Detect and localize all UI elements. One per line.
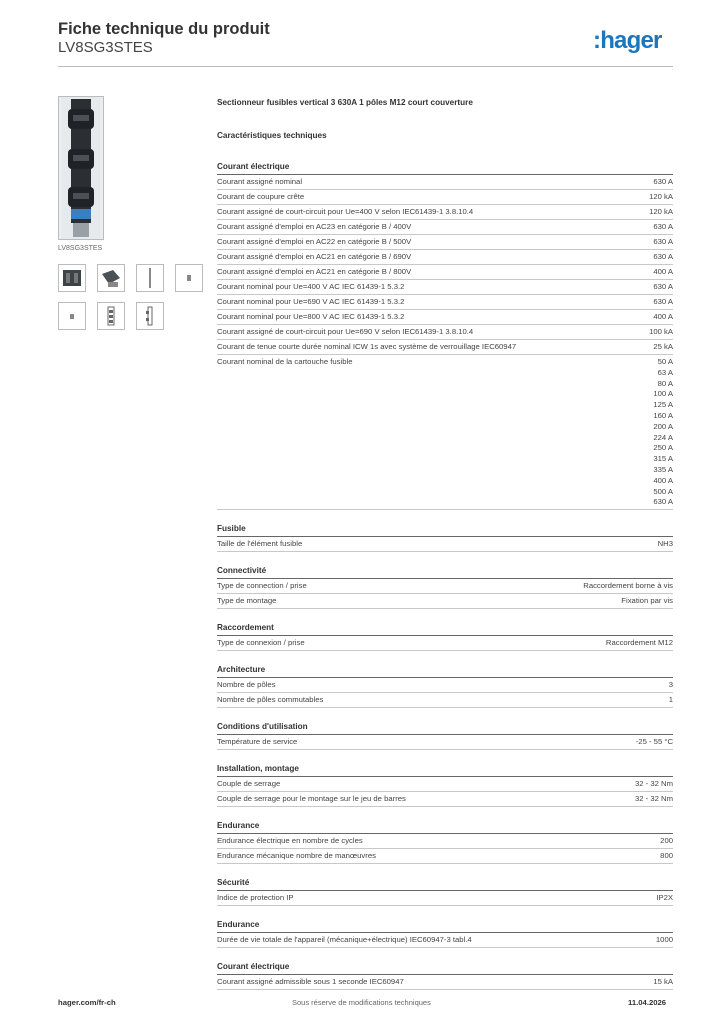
spec-row xyxy=(217,792,673,807)
spec-row xyxy=(217,205,673,220)
spec-value-item: 335 A xyxy=(653,464,673,474)
spec-label: Courant assigné d'emploi en AC21 en catégorie B / 690V xyxy=(217,252,412,261)
spec-label: Courant nominal pour Ue=400 V AC IEC 61439-1 5.3.2 xyxy=(217,282,405,291)
spec-sections xyxy=(217,160,673,990)
spec-row xyxy=(217,340,673,355)
spec-label: Taille de l'élément fusible xyxy=(217,539,303,549)
spec-section xyxy=(217,876,673,906)
spec-label: Couple de serrage pour le montage sur le jeu de barres xyxy=(217,794,406,804)
spec-value: 15 kA xyxy=(653,977,673,987)
spec-value: Raccordement borne à vis xyxy=(583,581,673,591)
spec-label: Endurance mécanique nombre de manœuvres xyxy=(217,851,376,861)
spec-row xyxy=(217,636,673,651)
spec-row xyxy=(217,280,673,295)
spec-label: Température de service xyxy=(217,737,298,747)
spec-row xyxy=(217,678,673,693)
fuse-switch-drawing xyxy=(59,97,103,239)
footer-website[interactable]: hager.com/fr-ch xyxy=(58,998,116,1007)
spec-row xyxy=(217,310,673,325)
spec-row xyxy=(217,849,673,864)
spec-value: 200 xyxy=(660,836,673,846)
image-caption: LV8SG3STES xyxy=(58,245,103,252)
spec-row xyxy=(217,235,673,250)
spec-value: 630 A xyxy=(653,177,673,186)
spec-value-item: 80 A xyxy=(657,378,673,388)
header-divider xyxy=(58,66,673,67)
spec-label: Courant nominal pour Ue=800 V AC IEC 61439-1 5.3.2 xyxy=(217,312,405,321)
spec-label: Type de connection / prise xyxy=(217,581,307,591)
spec-section xyxy=(217,522,673,552)
spec-label: Type de connexion / prise xyxy=(217,638,305,648)
spec-value: 1000 xyxy=(655,935,673,945)
spec-label: Courant assigné admissible sous 1 seconde IEC60947 xyxy=(217,977,404,987)
hager-logo[interactable]: :hager xyxy=(593,27,662,54)
thumb-product-angle-icon xyxy=(99,266,123,290)
document-title: Sectionneur fusibles vertical 3 630A 1 pôles M12 court couverture xyxy=(217,98,473,107)
spec-value-item: 200 A xyxy=(653,421,673,431)
specs-heading: Caractéristiques techniques xyxy=(217,131,327,140)
thumbnail-6[interactable] xyxy=(97,302,125,330)
section-title: Fusible xyxy=(217,522,673,537)
spec-label: Nombre de pôles commutables xyxy=(217,695,324,705)
section-title: Installation, montage xyxy=(217,762,673,777)
spec-section xyxy=(217,918,673,948)
spec-value: 100 kA xyxy=(649,327,673,336)
thumb-profile-drawing-icon xyxy=(138,304,162,328)
spec-value-item: 250 A xyxy=(653,443,673,453)
spec-value: 1 xyxy=(668,695,673,705)
spec-row xyxy=(217,250,673,265)
spec-value: 630 A xyxy=(653,252,673,261)
spec-label: Courant assigné de court-circuit pour Ue=400 V selon IEC61439-1 3.8.10.4 xyxy=(217,207,474,216)
product-image[interactable] xyxy=(58,96,104,240)
spec-row xyxy=(217,175,673,190)
spec-section xyxy=(217,564,673,609)
spec-row xyxy=(217,891,673,906)
product-reference: LV8SG3STES xyxy=(58,39,153,56)
spec-label: Courant de coupure crête xyxy=(217,192,305,201)
spec-row xyxy=(217,265,673,280)
spec-value-item: 125 A xyxy=(653,400,673,410)
spec-value: 120 kA xyxy=(649,207,673,216)
spec-row xyxy=(217,933,673,948)
spec-row xyxy=(217,325,673,340)
spec-value: 120 kA xyxy=(649,192,673,201)
spec-value: 32 - 32 Nm xyxy=(634,779,673,789)
thumb-side-drawing-icon xyxy=(138,266,162,290)
spec-content xyxy=(217,96,673,990)
spec-value-item: 100 A xyxy=(653,389,673,399)
spec-label: Courant assigné nominal xyxy=(217,177,303,186)
spec-row xyxy=(217,693,673,708)
spec-label: Courant nominal pour Ue=690 V AC IEC 61439-1 5.3.2 xyxy=(217,297,405,306)
section-title: Sécurité xyxy=(217,876,673,891)
spec-value: 630 A xyxy=(653,282,673,291)
spec-label: Courant assigné d'emploi en AC21 en catégorie B / 800V xyxy=(217,267,412,276)
spec-value: 400 A xyxy=(653,312,673,321)
spec-label: Courant nominal de la cartouche fusible xyxy=(217,357,353,366)
spec-value: 630 A xyxy=(653,297,673,306)
spec-value: 800 xyxy=(660,851,673,861)
thumbnail-4[interactable] xyxy=(175,264,203,292)
spec-row xyxy=(217,777,673,792)
spec-section xyxy=(217,160,673,510)
spec-value-item: 630 A xyxy=(653,497,673,507)
section-title: Architecture xyxy=(217,663,673,678)
spec-value-item: 50 A xyxy=(657,357,673,366)
thumbnail-3[interactable] xyxy=(136,264,164,292)
spec-section xyxy=(217,819,673,864)
spec-label: Courant de tenue courte durée nominal ICW 1s avec système de verrouillage IEC60947 xyxy=(217,342,517,351)
spec-value-item: 400 A xyxy=(653,475,673,485)
spec-section xyxy=(217,762,673,807)
spec-value-item: 160 A xyxy=(653,410,673,420)
spec-label: Courant assigné de court-circuit pour Ue=690 V selon IEC61439-1 3.8.10.4 xyxy=(217,327,474,336)
thumb-product-icon xyxy=(60,266,84,290)
spec-value: IP2X xyxy=(656,893,673,903)
spec-row xyxy=(217,735,673,750)
spec-label: Type de montage xyxy=(217,596,277,606)
section-title: Endurance xyxy=(217,918,673,933)
spec-section xyxy=(217,663,673,708)
spec-row xyxy=(217,579,673,594)
spec-label: Endurance électrique en nombre de cycles xyxy=(217,836,363,846)
thumbnail-5[interactable] xyxy=(58,302,86,330)
thumbnail-1[interactable] xyxy=(58,264,86,292)
thumb-top-drawing-icon xyxy=(177,266,201,290)
spec-row xyxy=(217,220,673,235)
spec-value: 25 kA xyxy=(653,342,673,351)
footer-date: 11.04.2026 xyxy=(628,998,667,1007)
thumbnail-2[interactable] xyxy=(97,264,125,292)
spec-value: 3 xyxy=(668,680,673,690)
spec-row xyxy=(217,190,673,205)
spec-value: Raccordement M12 xyxy=(605,638,673,648)
footer-disclaimer: Sous réserve de modifications techniques xyxy=(292,998,431,1007)
spec-row xyxy=(217,834,673,849)
spec-row xyxy=(217,975,673,990)
spec-value-item: 224 A xyxy=(653,432,673,442)
spec-section xyxy=(217,720,673,750)
spec-row xyxy=(217,295,673,310)
page-title: Fiche technique du produit xyxy=(58,20,270,38)
thumb-small-drawing-icon xyxy=(60,304,84,328)
spec-row xyxy=(217,537,673,552)
spec-value-item: 315 A xyxy=(653,454,673,464)
spec-value: 630 A xyxy=(653,222,673,231)
spec-value: 32 - 32 Nm xyxy=(634,794,673,804)
spec-label: Courant assigné d'emploi en AC23 en catégorie B / 400V xyxy=(217,222,412,231)
spec-value: Fixation par vis xyxy=(621,596,673,606)
section-title: Connectivité xyxy=(217,564,673,579)
spec-label: Couple de serrage xyxy=(217,779,281,789)
section-title: Courant électrique xyxy=(217,960,673,975)
spec-label: Courant assigné d'emploi en AC22 en catégorie B / 500V xyxy=(217,237,412,246)
section-title: Endurance xyxy=(217,819,673,834)
thumb-front-drawing-icon xyxy=(99,304,123,328)
spec-value-list xyxy=(653,357,673,508)
spec-row xyxy=(217,594,673,609)
section-title: Conditions d'utilisation xyxy=(217,720,673,735)
section-title: Raccordement xyxy=(217,621,673,636)
thumbnail-7[interactable] xyxy=(136,302,164,330)
spec-value: NH3 xyxy=(657,539,673,549)
spec-value: 400 A xyxy=(653,267,673,276)
spec-value-item: 500 A xyxy=(653,486,673,496)
spec-label: Durée de vie totale de l'appareil (mécanique+électrique) IEC60947-3 tabl.4 xyxy=(217,935,472,945)
spec-value: 630 A xyxy=(653,237,673,246)
spec-value: -25 - 55 °C xyxy=(635,737,673,747)
spec-section xyxy=(217,621,673,651)
spec-label: Indice de protection IP xyxy=(217,893,294,903)
spec-row-multi xyxy=(217,355,673,510)
spec-value-item: 63 A xyxy=(657,367,673,377)
spec-label: Nombre de pôles xyxy=(217,680,276,690)
spec-section xyxy=(217,960,673,990)
section-title: Courant électrique xyxy=(217,160,673,175)
